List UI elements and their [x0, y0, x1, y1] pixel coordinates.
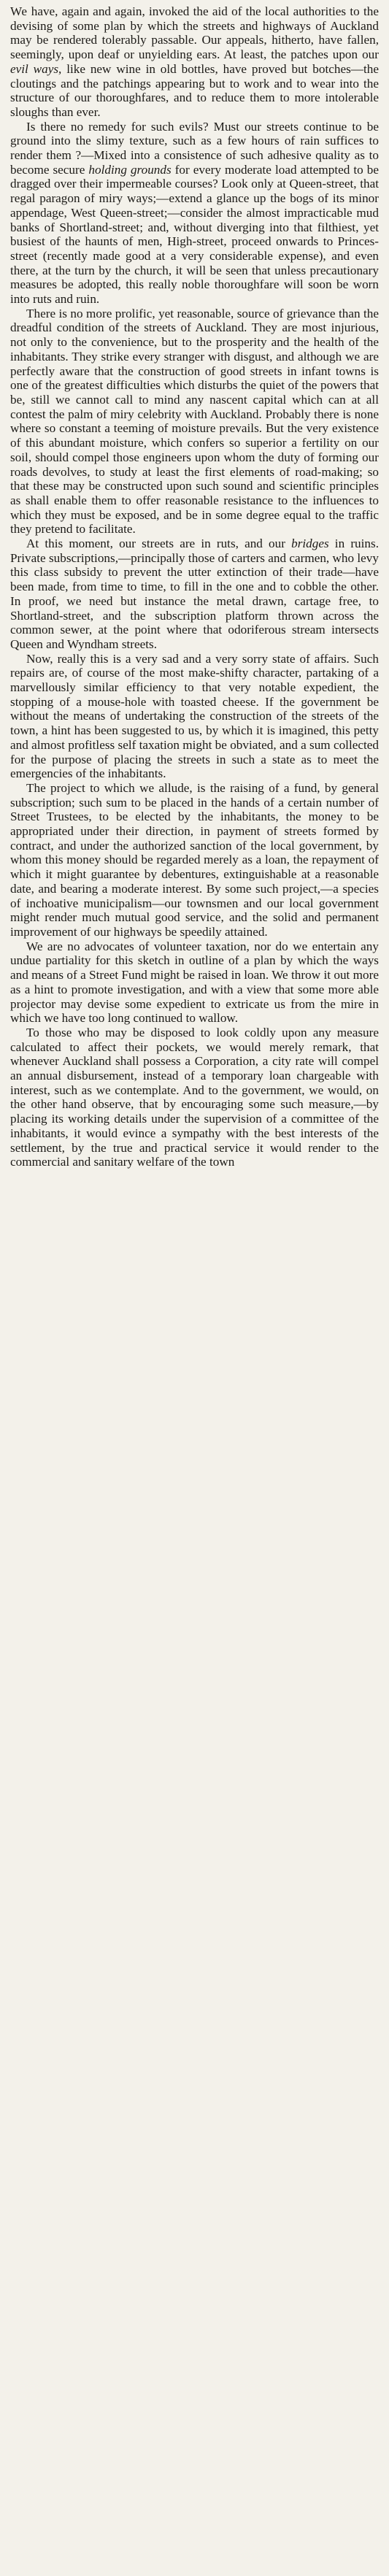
article-paragraph [10, 652, 379, 781]
article-paragraph [10, 120, 379, 307]
article-paragraph [10, 939, 379, 1026]
text-run: Is there no remedy for such evils? Must our streets continue to be ground into the slimy texture, such as a few hours of rain suffices to render them ?—Mixed into a consistence of such adhesive quality as to become secure [10, 119, 379, 177]
text-run: There is no more prolific, yet reasonable, source of grievance than the dreadful condition of the streets of Auckland. They are most injurious, not only to the convenience, but to the prosperity and the health of the inhabitants. They strike every stranger with disgust, and although we are perfectly aware that the construction of good streets in infant towns is one of the greatest difficulties which disturbs the quiet of the powers that be, still we cannot call to mind any nascent capital which can at all contest the palm of miry celebrity with Auckland. Probably there is none where so constant a teeming of moisture prevails. But the very existence of this abundant moisture, which confers so superior a fertility on our soil, should compel those engineers upon whom the duty of forming our roads devolves, to study at least the first elements of road-making; so that these may be constructed upon such sound and scientific principles as shall enable them to offer reasonable resistance to the influences to which they must be exposed, and be in some degree equal to the traffic they pretend to facilitate. [10, 306, 379, 537]
text-run: in ruins. Private subscriptions,—principally those of carters and carmen, who levy this class subsidy to prevent the utter extinction of their trade—have been made, from time to time, to fill in the one and to cobble the other. In proof, we need but instance the metal drawn, cartage free, to Shortland-street, and the subscription platform thrown across the common sewer, at the point where that odoriferous stream intersects Queen and Wyndham streets. [10, 537, 379, 651]
italic-phrase: holding grounds [88, 162, 172, 177]
text-run: for every moderate load attempted to be dragged over their impermeable courses? Look only at Queen-street, that regal paragon of miry ways;—extend a glance up the bogs of its minor appendage, West Queen-street;—consider the almost impracticable mud banks of Shortland-street; and, without diverging into that filthiest, yet busiest of the haunts of men, High-street, proceed onwards to Princes-street (recently made good at a very considerable expense), and even there, at the turn by the church, it will be seen that unless precautionary measures be adopted, this really noble thoroughfare will soon be worn into ruts and ruin. [10, 162, 379, 307]
text-run: Now, really this is a very sad and a very sorry state of affairs. Such repairs are, of course of the most make-shifty character, partaking of a marvellously similar efficiency to that very notable expedient, the stopping of a mouse-hole with toasted cheese. If the government be without the means of undertaking the construction of the streets of the town, a hint has been suggested to us, by which it is imagined, this petty and almost profitless self taxation might be obviated, and a sum collected for the purpose of placing the streets in such a state as to meet the emergencies of the inhabitants. [10, 651, 379, 781]
text-run: have, again and again, invoked the aid of the local authorities to the devising of some plan by which the streets and highways of Auckland may be rendered tolerably passable. Our appeals, hitherto, have fallen, seemingly, upon deaf or unyielding ears. At least, the patches upon our [10, 4, 379, 62]
newspaper-article-column [10, 4, 379, 1169]
article-paragraph [10, 307, 379, 537]
text-run: At this moment, our streets are in ruts, and our [26, 537, 292, 551]
text-run: We are no advocates of volunteer taxation, nor do we entertain any undue partiality for this sketch in outline of a plan by which the ways and means of a Street Fund might be raised in loan. We throw it out more as a hint to promote investigation, and with a view that some more able projector may devise some expedient to extricate us from the mire in which we have too long continued to wallow. [10, 939, 379, 1026]
article-paragraph [10, 1026, 379, 1169]
italic-phrase: bridges [291, 537, 329, 551]
paragraph-lead-word: We [10, 4, 28, 18]
article-paragraph [10, 4, 379, 120]
text-run: To those who may be disposed to look coldly upon any measure calculated to affect their pockets, we would merely remark, that whenever Auckland shall possess a Corporation, a city rate will compel an annual disbursement, instead of a temporary loan chargeable with interest, such as we contemplate. And to the government, we would, on the other hand observe, that by encouraging some such measure,—by placing its working details under the supervision of a committee of the inhabitants, it would evince a sympathy with the best interests of the settlement, by the true and practical service it would render to the commercial and sanitary welfare of the town [10, 1025, 379, 1169]
article-paragraph [10, 537, 379, 652]
italic-phrase: evil ways [10, 61, 59, 76]
text-run: , like new wine in old bottles, have proved but botches—the cloutings and the patchings appearing but to work and to wear into the structure of our thoroughfares, and to reduce them to more intolerable sloughs than ever. [10, 61, 379, 119]
article-paragraph [10, 781, 379, 939]
text-run: The project to which we allude, is the raising of a fund, by general subscription; such sum to be placed in the hands of a certain number of Street Trustees, to be elected by the inhabitants, the money to be appropriated under their direction, in payment of streets formed by contract, and under the authorized sanction of the local government, by whom this money should be regarded merely as a loan, the repayment of which it might guarantee by debentures, extinguishable at a reasonable date, and bearing a moderate interest. By some such project,—a species of inchoative municipalism—our townsmen and our local government might render much mutual good service, and the solid and permanent improvement of our highways be speedily attained. [10, 780, 379, 939]
